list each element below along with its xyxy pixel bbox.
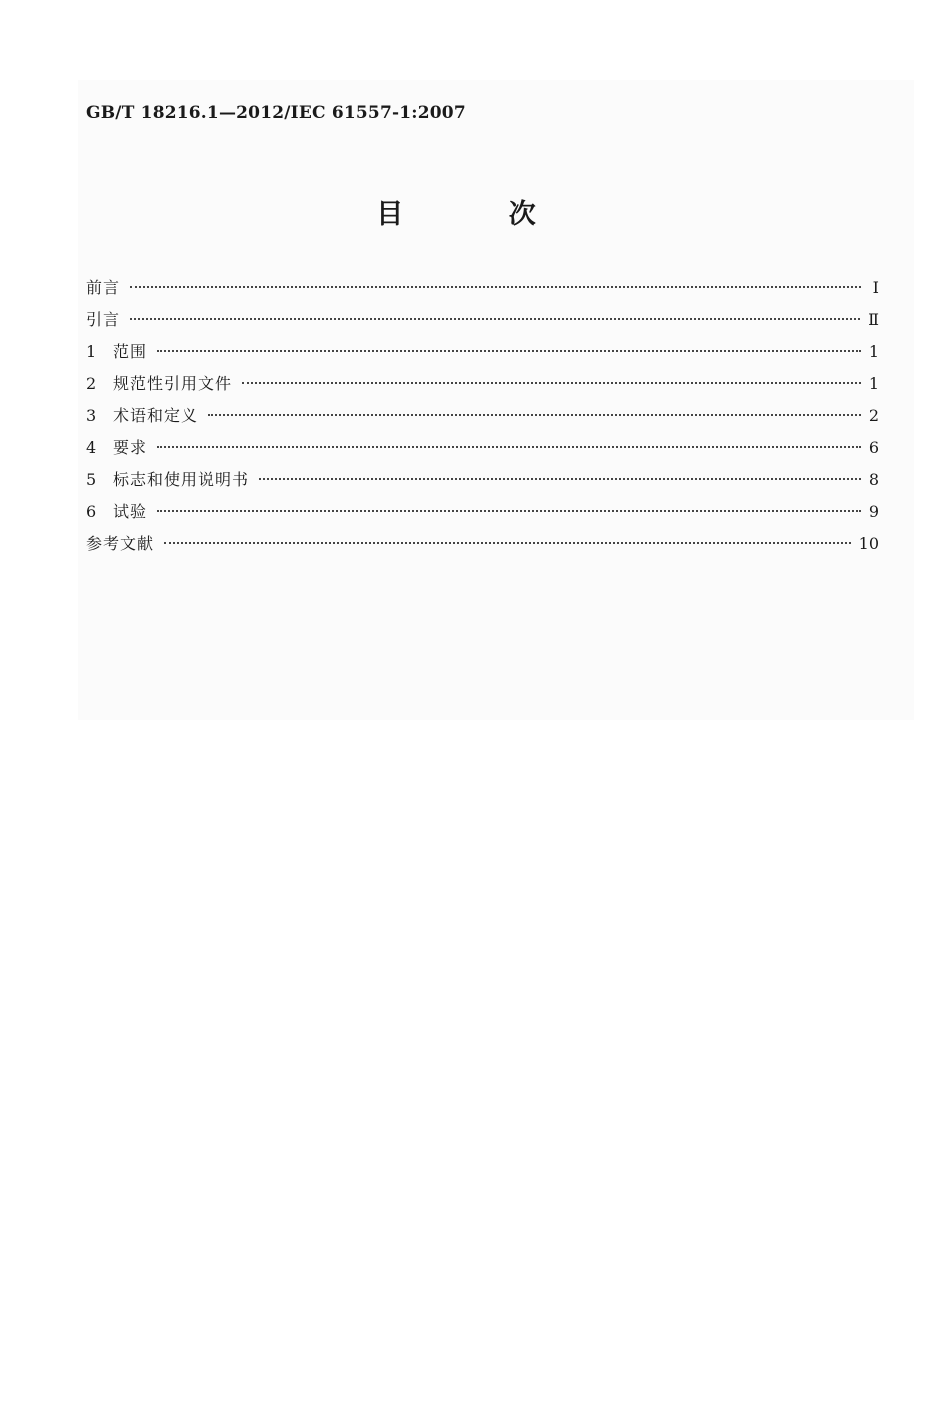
toc-leader-dots xyxy=(208,414,861,416)
toc-entry-page: 6 xyxy=(868,438,879,457)
toc-entry-label: 要求 xyxy=(113,438,148,457)
toc-leader-dots xyxy=(164,542,851,544)
toc-leader-dots xyxy=(130,286,861,288)
table-of-contents xyxy=(86,275,879,563)
toc-entry-foreword[interactable] xyxy=(86,275,879,307)
toc-entry-page: 1 xyxy=(868,342,879,361)
toc-entry-number: 2 xyxy=(86,374,97,393)
toc-entry-introduction[interactable] xyxy=(86,307,879,339)
toc-entry-page: 9 xyxy=(868,502,879,521)
toc-leader-dots xyxy=(242,382,861,384)
toc-entry-number: 5 xyxy=(86,470,97,489)
toc-entry-page: 1 xyxy=(868,374,879,393)
toc-entry-number: 4 xyxy=(86,438,97,457)
toc-entry-label: 术语和定义 xyxy=(113,406,199,425)
toc-leader-dots xyxy=(259,478,861,480)
toc-entry-number: 3 xyxy=(86,406,97,425)
toc-entry-terms-definitions[interactable] xyxy=(86,403,879,435)
toc-entry-label: 规范性引用文件 xyxy=(113,374,233,393)
toc-entry-page: Ⅰ xyxy=(872,278,879,297)
toc-entry-scope[interactable] xyxy=(86,339,879,371)
toc-entry-label: 范围 xyxy=(113,342,148,361)
toc-entry-label: 参考文献 xyxy=(86,534,155,553)
toc-entry-label: 引言 xyxy=(86,310,121,329)
toc-entry-page: 2 xyxy=(868,406,879,425)
toc-leader-dots xyxy=(157,510,861,512)
toc-entry-bibliography[interactable] xyxy=(86,531,879,563)
toc-entry-label: 前言 xyxy=(86,278,121,297)
toc-leader-dots xyxy=(157,350,861,352)
toc-entry-tests[interactable] xyxy=(86,499,879,531)
toc-entry-page: 8 xyxy=(868,470,879,489)
toc-entry-page: Ⅱ xyxy=(868,310,879,329)
toc-entry-number: 6 xyxy=(86,502,97,521)
standard-number: GB/T 18216.1—2012/IEC 61557-1:2007 xyxy=(86,103,466,123)
toc-entry-label: 标志和使用说明书 xyxy=(113,470,250,489)
toc-leader-dots xyxy=(130,318,860,320)
toc-entry-marking-instructions[interactable] xyxy=(86,467,879,499)
toc-title: 目 次 xyxy=(376,199,584,230)
toc-entry-requirements[interactable] xyxy=(86,435,879,467)
toc-entry-label: 试验 xyxy=(113,502,148,521)
toc-entry-page: 10 xyxy=(858,534,879,553)
toc-entry-number: 1 xyxy=(86,342,97,361)
toc-leader-dots xyxy=(157,446,861,448)
toc-entry-normative-references[interactable] xyxy=(86,371,879,403)
